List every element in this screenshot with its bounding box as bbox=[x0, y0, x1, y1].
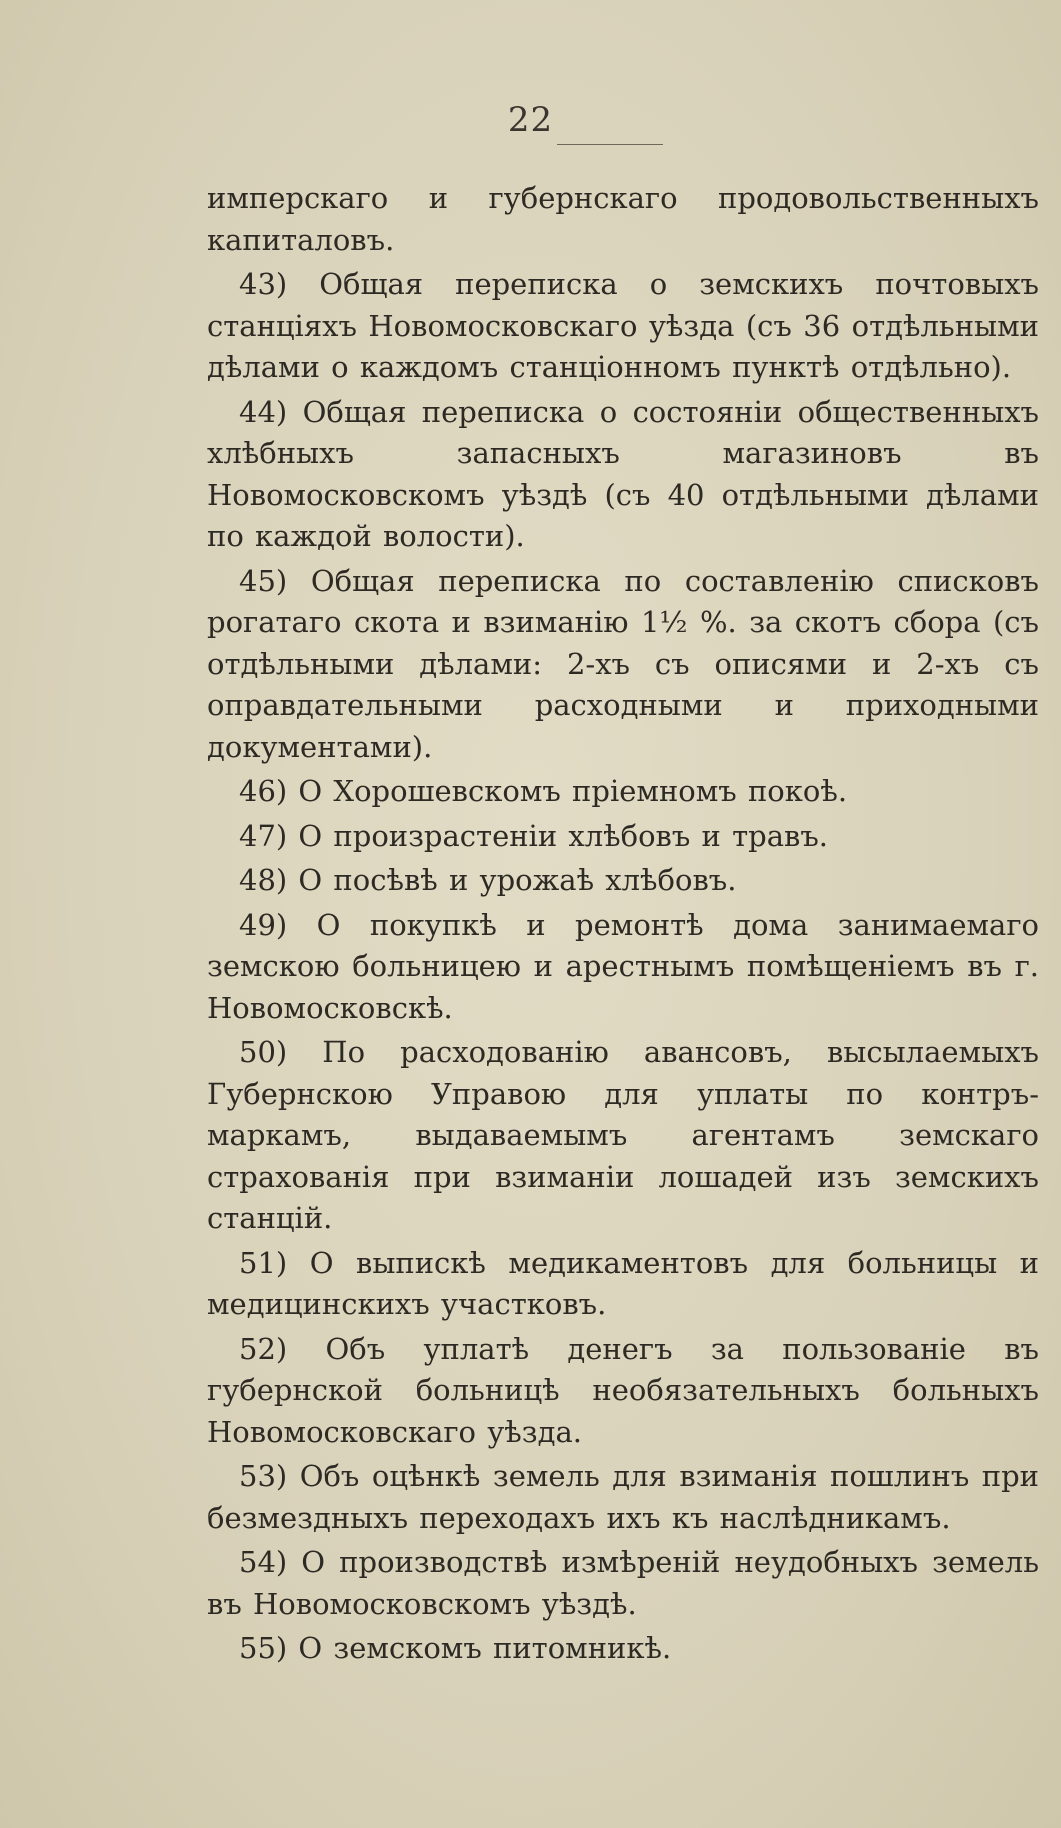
paragraph-54: 54) О производствѣ измѣреній неудобныхъ земель въ Новомосковскомъ уѣздѣ. bbox=[207, 1545, 1039, 1621]
paragraph-44: 44) Общая переписка о состояніи общественныхъ хлѣбныхъ запасныхъ магазиновъ въ Новомосковскомъ уѣздѣ (съ 40 отдѣльными дѣлами по каждой волости). bbox=[207, 394, 1039, 553]
paragraph-48: 48) О посѣвѣ и урожаѣ хлѣбовъ. bbox=[239, 863, 737, 897]
paragraph-51: 51) О выпискѣ медикаментовъ для больницы и медицинскихъ участковъ. bbox=[207, 1245, 1039, 1321]
paragraph-52: 52) Объ уплатѣ денегъ за пользованіе въ губернской больницѣ необязательныхъ больныхъ Новомосковскаго уѣзда. bbox=[207, 1331, 1039, 1449]
paragraph-42-continuation: имперскаго и губернскаго продовольственныхъ капиталовъ. bbox=[207, 181, 1039, 257]
paragraph-55: 55) О земскомъ питомникѣ. bbox=[239, 1631, 672, 1665]
paragraph-45: 45) Общая переписка по составленію списковъ рогатаго скота и взиманію 1½ %. за скотъ сбора (съ отдѣльными дѣлами: 2-хъ съ описями и 2-хъ съ оправдательными расходными и приходными документами). bbox=[207, 563, 1039, 764]
paragraph-46: 46) О Хорошевскомъ пріемномъ покоѣ. bbox=[239, 774, 848, 808]
paragraph-53: 53) Объ оцѣнкѣ земель для взиманія пошлинъ при безмездныхъ переходахъ ихъ къ наслѣдникамъ. bbox=[207, 1459, 1039, 1535]
paragraph-50: 50) По расходованію авансовъ, высылаемыхъ Губернскою Управою для уплаты по контръ-маркамъ, выдаваемымъ агентамъ земскаго страхованія при взиманіи лошадей изъ земскихъ станцій. bbox=[207, 1035, 1039, 1235]
paragraph-43: 43) Общая переписка о земскихъ почтовыхъ станціяхъ Новомосковскаго уѣзда (съ 36 отдѣльными дѣлами о каждомъ станціонномъ пунктѣ отдѣльно). bbox=[207, 267, 1039, 384]
paragraph-49: 49) О покупкѣ и ремонтѣ дома занимаемаго земскою больницею и арестнымъ помѣщеніемъ въ г. Новомосковскѣ. bbox=[207, 907, 1039, 1025]
page-number: 22 bbox=[507, 100, 554, 140]
paragraph-47: 47) О произрастеніи хлѣбовъ и травъ. bbox=[239, 818, 828, 853]
page-body bbox=[207, 178, 1039, 1670]
page-number-rule bbox=[557, 144, 663, 145]
